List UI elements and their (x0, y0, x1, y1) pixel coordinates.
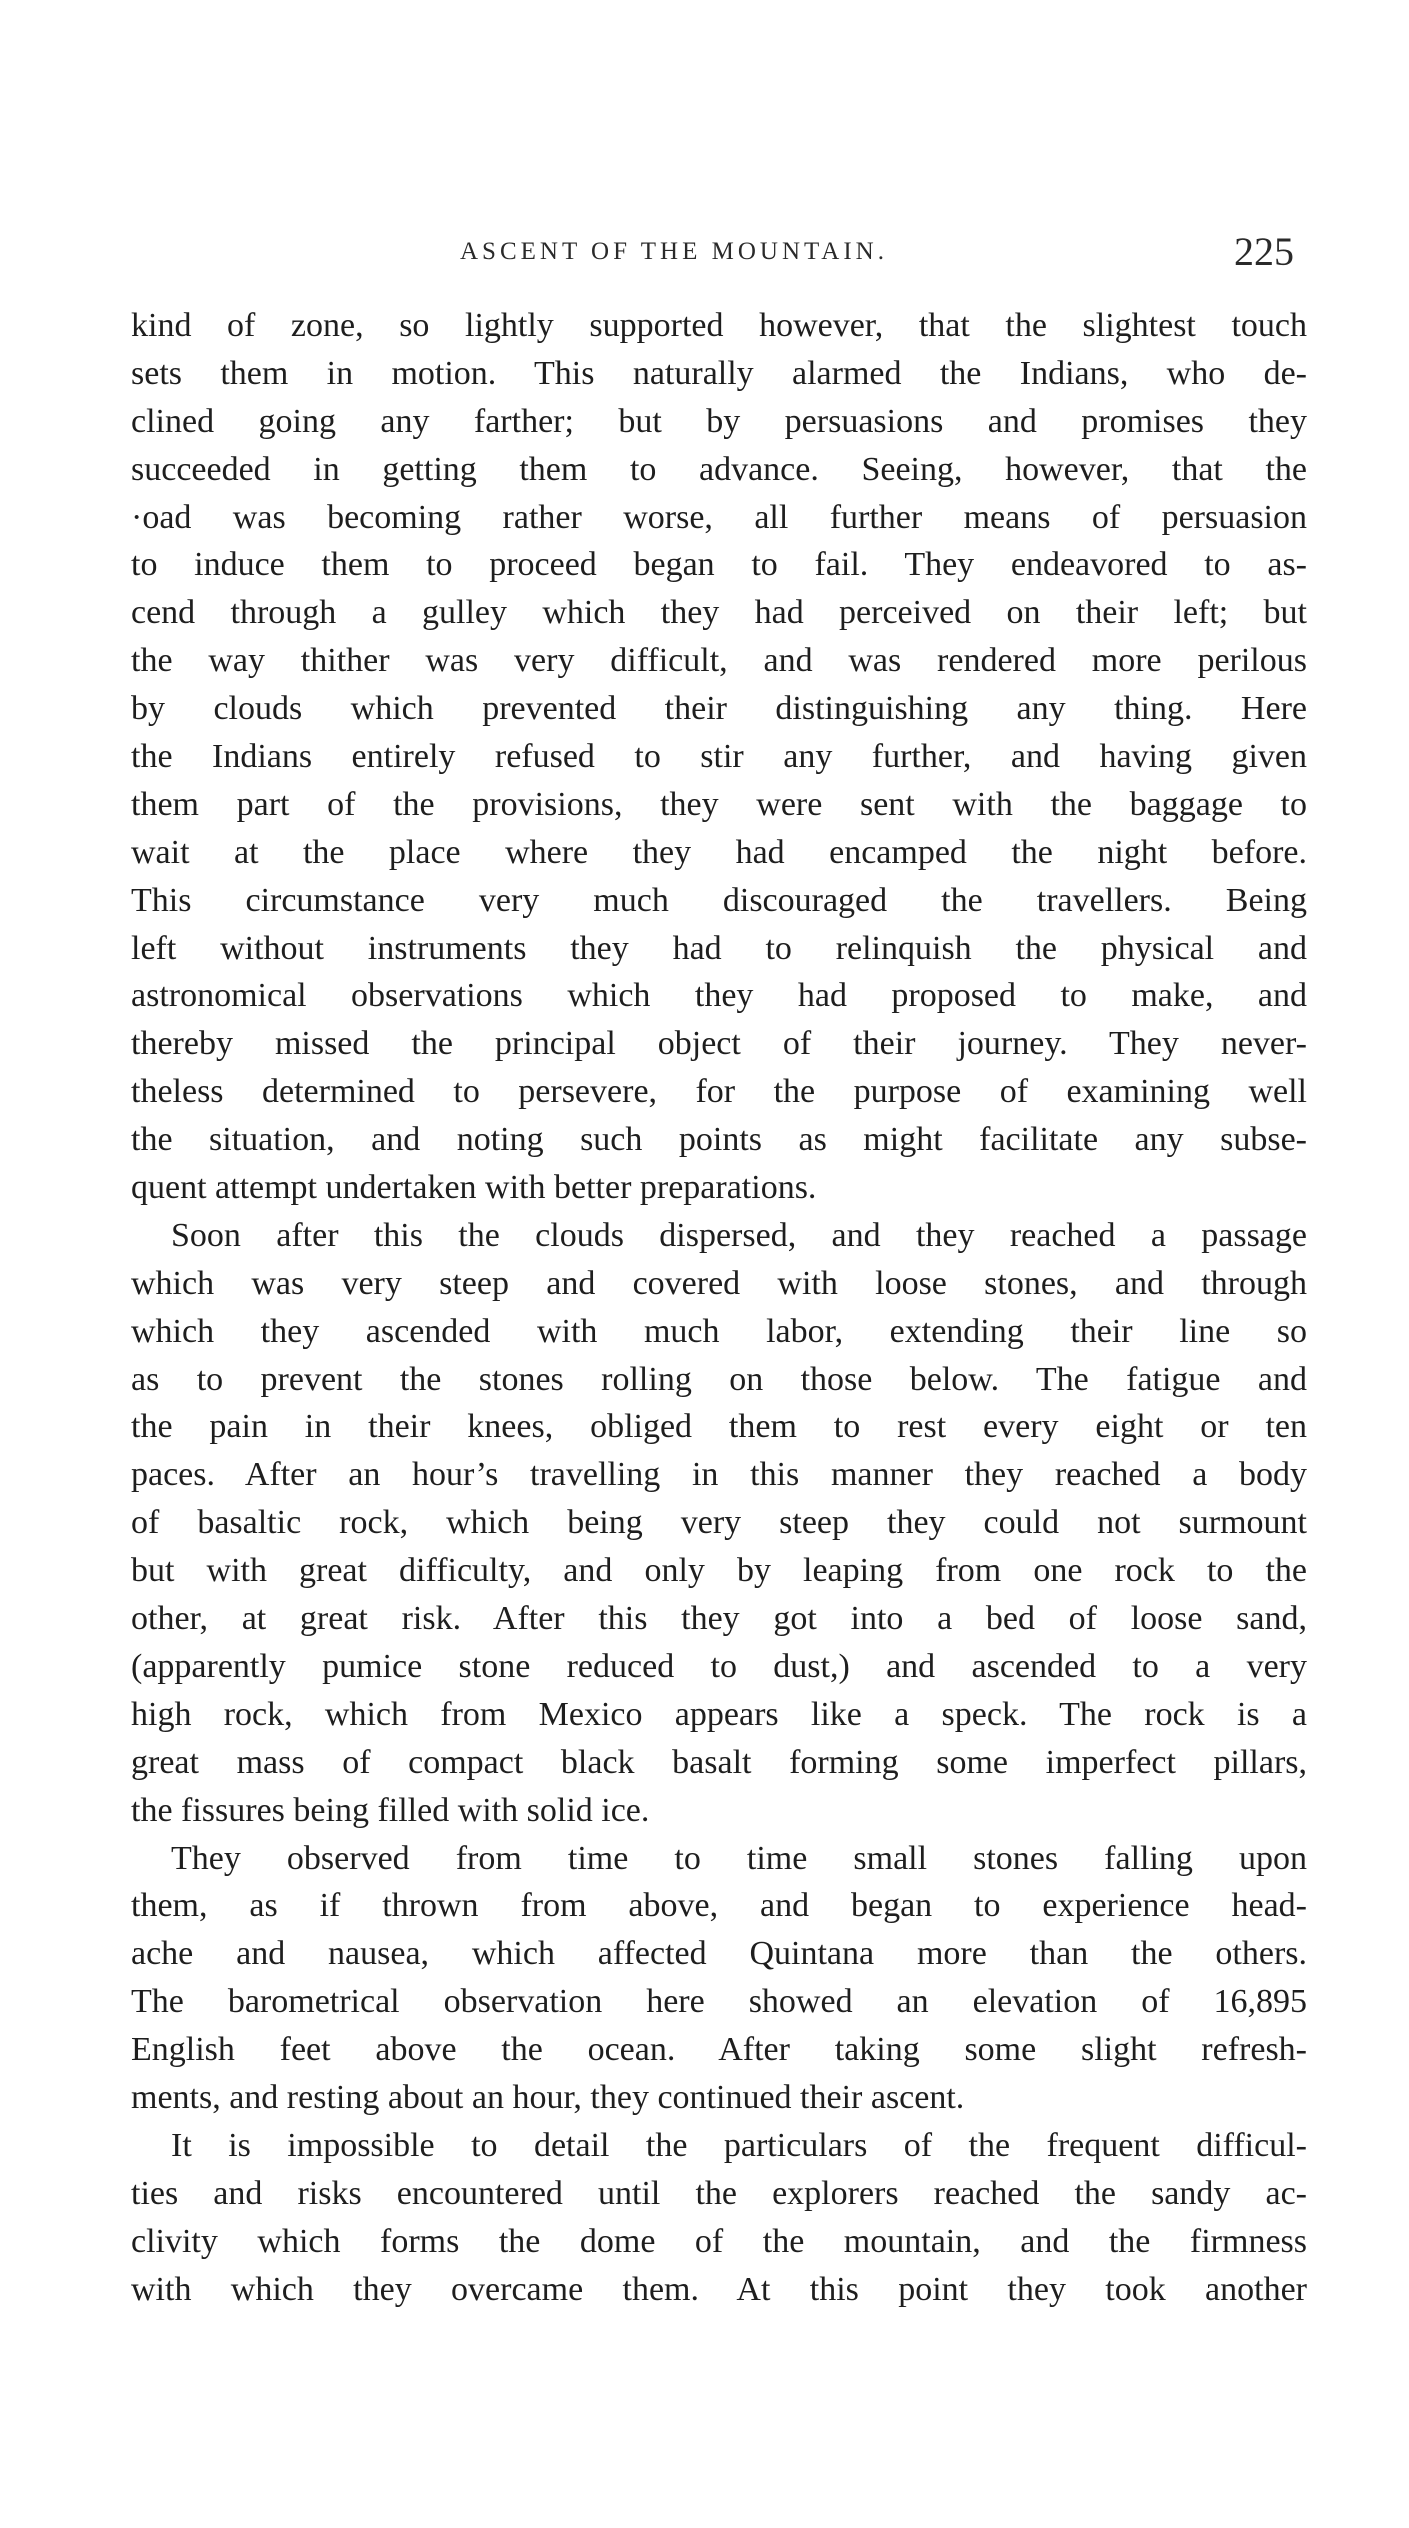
text-line: the way thither was very difficult, and was rendered more perilous (131, 642, 1307, 680)
text-line: the fissures being filled with solid ice. (131, 1791, 650, 1829)
text-line: ments, and resting about an hour, they continued their ascent. (131, 2078, 965, 2116)
text-line: them part of the provisions, they were sent with the baggage to (131, 785, 1307, 823)
text-line: clivity which forms the dome of the mountain, and the firmness (131, 2222, 1307, 2260)
text-line: They observed from time to time small stones falling upon (171, 1839, 1307, 1877)
text-line: thereby missed the principal object of their journey. They never- (131, 1025, 1307, 1063)
page-number: 225 (1234, 229, 1294, 274)
text-line: sets them in motion. This naturally alarmed the Indians, who de- (131, 354, 1307, 392)
text-line: This circumstance very much discouraged the travellers. Being (131, 881, 1307, 919)
text-line: ache and nausea, which affected Quintana more than the others. (131, 1935, 1307, 1973)
text-line: kind of zone, so lightly supported however, that the slightest touch (131, 307, 1307, 344)
text-line: with which they overcame them. At this point they took another (131, 2270, 1307, 2308)
text-line: other, at great risk. After this they got into a bed of loose sand, (131, 1600, 1307, 1638)
text-line: the Indians entirely refused to stir any further, and having given (131, 738, 1307, 776)
text-line: left without instruments they had to relinquish the physical and (131, 929, 1307, 967)
text-line: quent attempt undertaken with better preparations. (131, 1169, 817, 1207)
chapter-heading: ASCENT OF THE MOUNTAIN. (460, 238, 888, 265)
body-text (131, 302, 1307, 2313)
text-line: as to prevent the stones rolling on those below. The fatigue and (131, 1360, 1307, 1398)
text-line: to induce them to proceed began to fail. They endeavored to as- (131, 546, 1307, 584)
text-line: Soon after this the clouds dispersed, and they reached a passage (171, 1216, 1307, 1254)
text-line: which was very steep and covered with loose stones, and through (131, 1264, 1307, 1302)
text-line: ·oad was becoming rather worse, all further means of persuasion (131, 498, 1307, 536)
text-line: but with great difficulty, and only by leaping from one rock to the (131, 1552, 1307, 1590)
text-line: The barometrical observation here showed an elevation of 16,895 (131, 1983, 1307, 2021)
text-line: wait at the place where they had encamped the night before. (131, 833, 1307, 871)
text-line: of basaltic rock, which being very steep they could not surmount (131, 1504, 1307, 1542)
text-line: the situation, and noting such points as might facilitate any subse- (131, 1121, 1307, 1159)
text-line: astronomical observations which they had proposed to make, and (131, 977, 1307, 1015)
text-line: succeeded in getting them to advance. Seeing, however, that the (131, 450, 1307, 488)
text-line: clined going any farther; but by persuasions and promises they (131, 402, 1307, 440)
text-line: paces. After an hour’s travelling in this manner they reached a body (131, 1456, 1307, 1494)
text-line: which they ascended with much labor, extending their line so (131, 1312, 1307, 1350)
text-line: English feet above the ocean. After taking some slight refresh- (131, 2031, 1307, 2069)
text-line: by clouds which prevented their distinguishing any thing. Here (131, 690, 1307, 728)
text-line: It is impossible to detail the particulars of the frequent difficul- (171, 2126, 1307, 2164)
text-line: ties and risks encountered until the explorers reached the sandy ac- (131, 2174, 1307, 2212)
running-head (130, 228, 1310, 288)
text-line: cend through a gulley which they had perceived on their left; but (131, 594, 1307, 632)
text-line: great mass of compact black basalt forming some imperfect pillars, (131, 1743, 1307, 1781)
text-line: (apparently pumice stone reduced to dust,) and ascended to a very (131, 1647, 1307, 1685)
text-line: the pain in their knees, obliged them to rest every eight or ten (131, 1408, 1307, 1446)
text-line: them, as if thrown from above, and began to experience head- (131, 1887, 1307, 1925)
text-line: theless determined to persevere, for the purpose of examining well (131, 1073, 1307, 1111)
text-line: high rock, which from Mexico appears like a speck. The rock is a (131, 1695, 1307, 1733)
